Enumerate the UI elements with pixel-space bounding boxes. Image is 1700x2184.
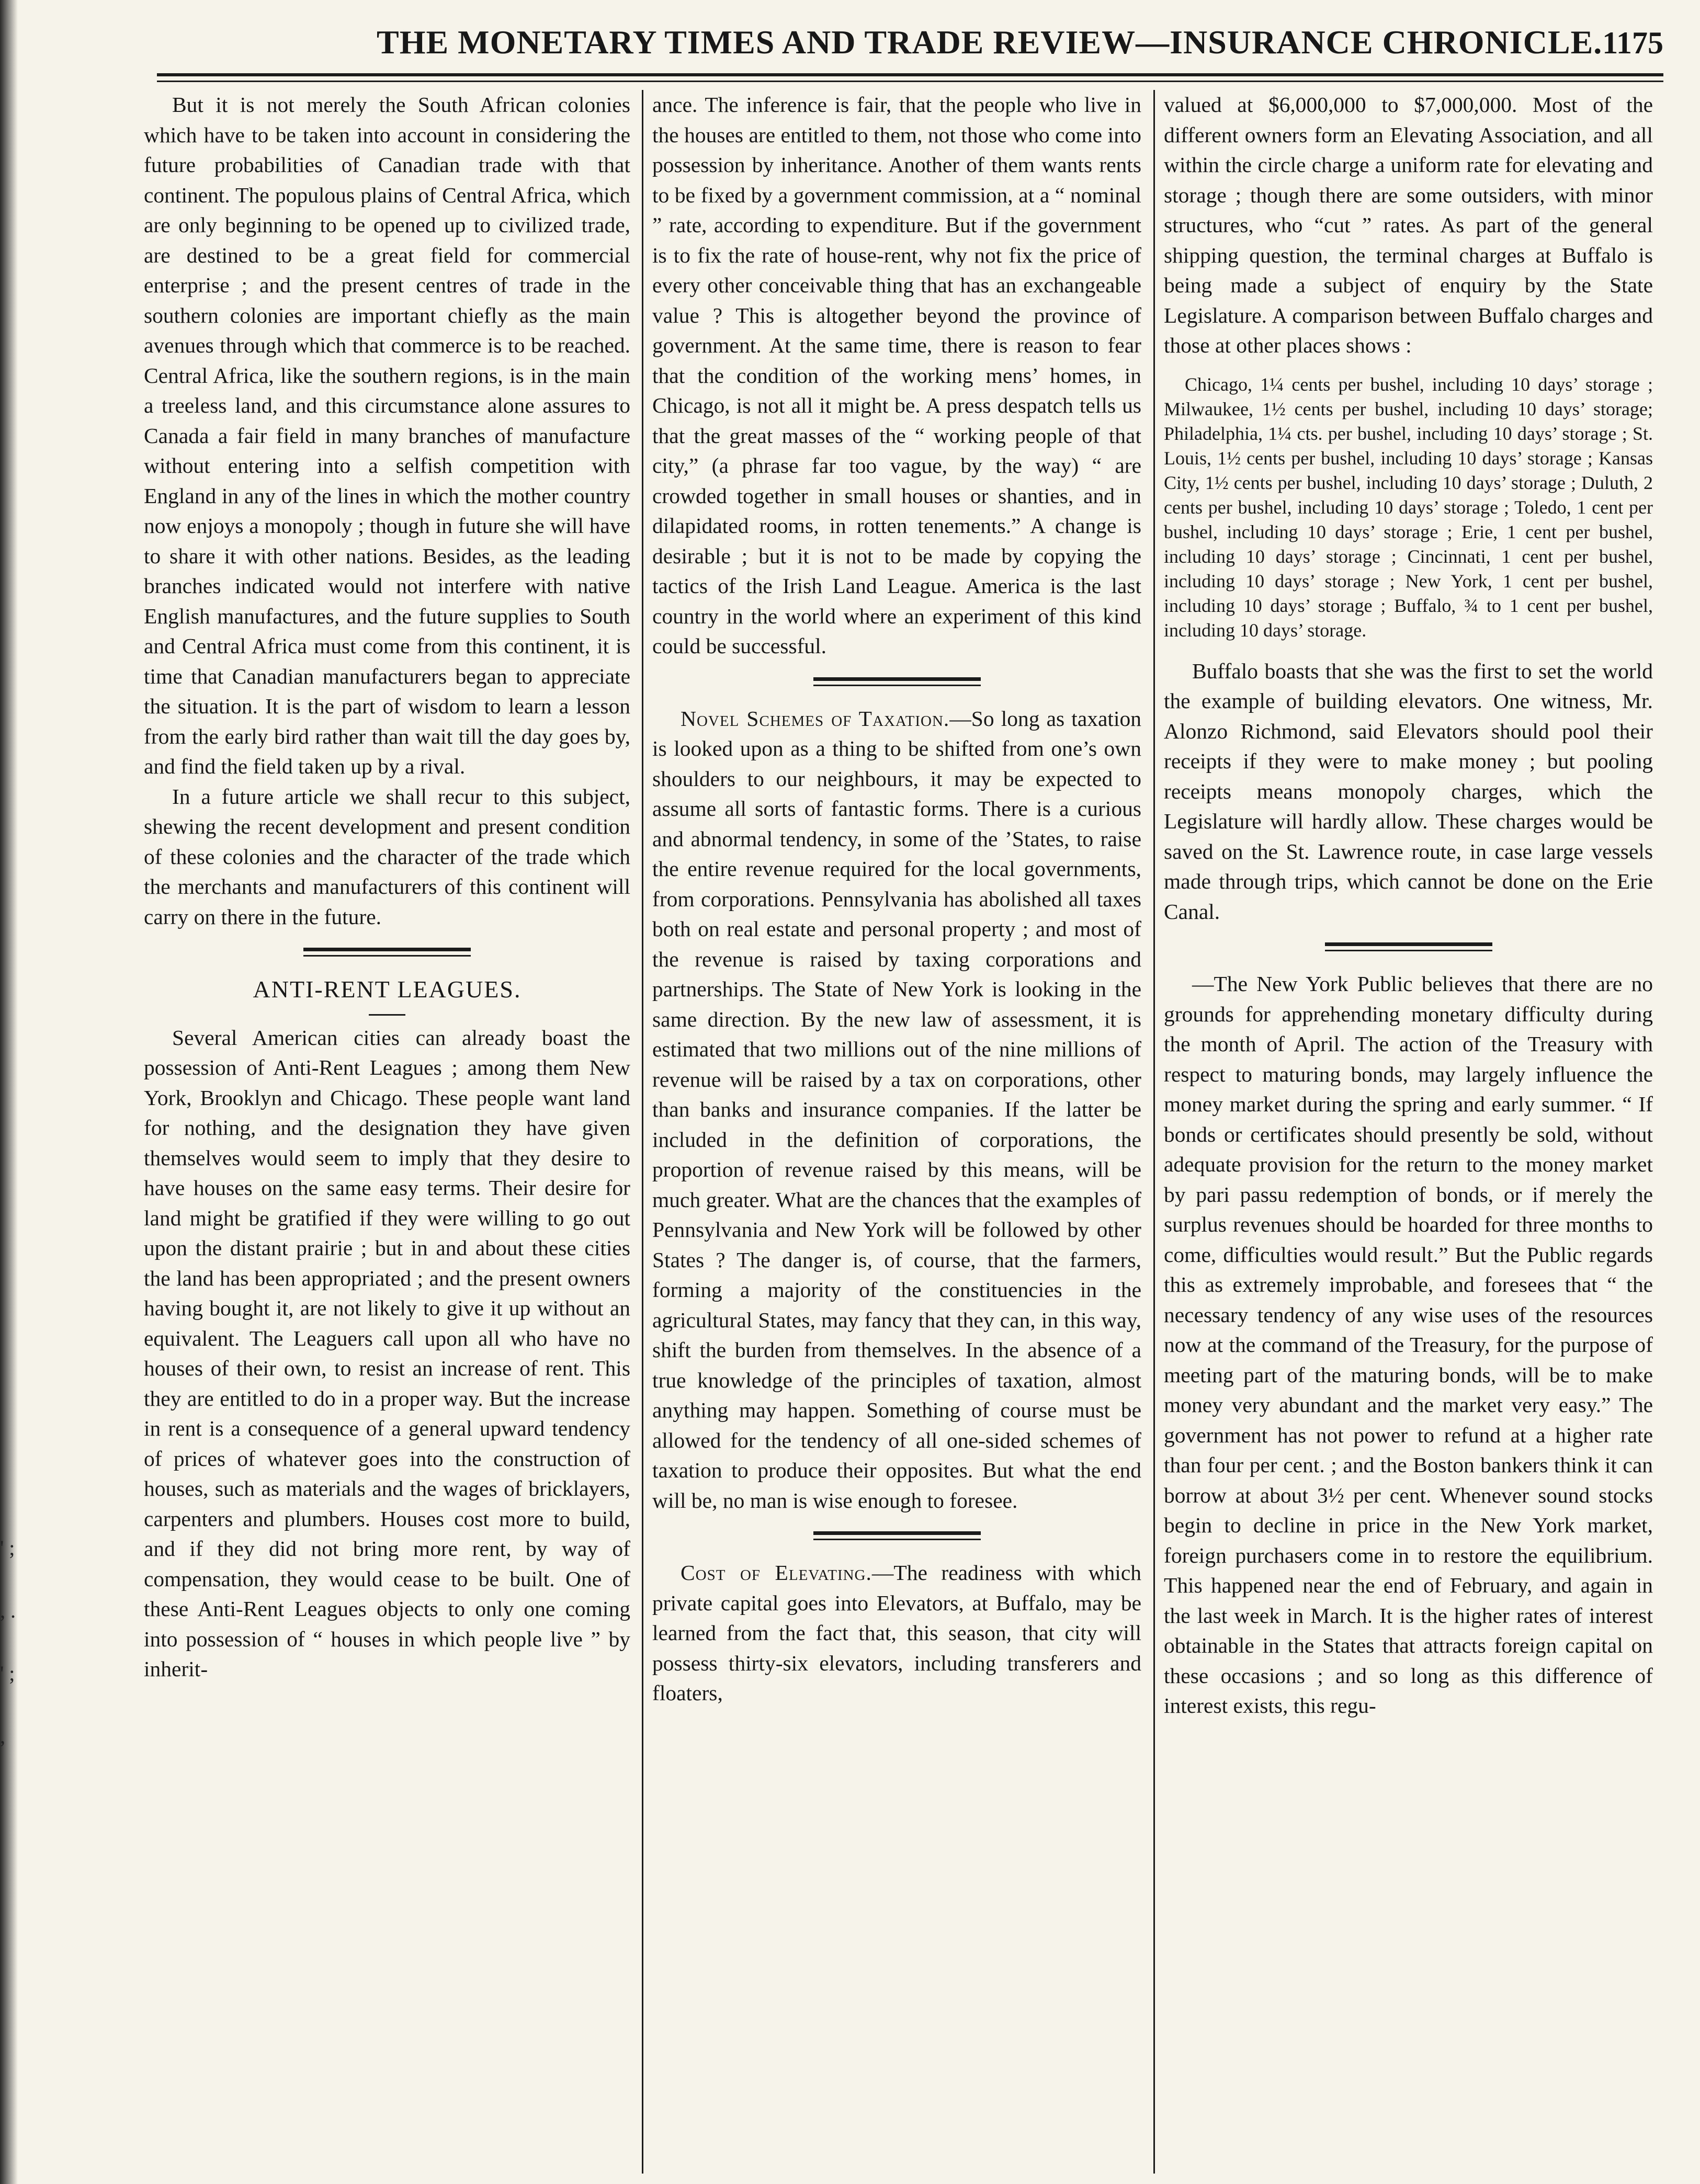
binding-margin-marks: ' ; , . ' ; , [0,1536,16,1748]
heading-rule [369,1014,405,1016]
article-paragraph: Buffalo boasts that she was the first to set the world the example of building elevators. One witness, Mr. Alonzo Richmond, said Elevators should pool their receipts if they were to make money ; but pooling receipts means monopoly charges, which the Legislature will hardly allow. These charges would be saved on the St. Lawrence route, in case large vessels made through trips, which cannot be done on the Erie Canal. [1164,658,1653,924]
rate-listing: Chicago, 1¼ cents per bushel, including 10 days’ storage ; Milwaukee, 1½ cents per bushel, including 10 days’ storage; Philadelphia, 1¼ cts. per bushel, including 10 days’ storage ; St. Louis, 1½ cents per bushel, including 10 days’ storage ; Kansas City, 1½ cents per bushel, including 10 days’ storage ; Duluth, 2 cents per bushel, including 10 days’ storage ; Toledo, 1 cent per bushel, including 10 days’ storage ; Erie, 1 cent per bushel, including 10 days’ storage ; Cincinnati, 1 cent per bushel, including 10 days’ storage ; New York, 1 cent per bushel, including 10 days’ storage ; Buffalo, ¾ to 1 cent per bushel, including 10 days’ storage. [1164,373,1653,641]
article-paragraph [652,704,1141,1516]
article-paragraph: ance. The inference is fair, that the people who live in the houses are entitled to them, not those who come into possession by inheritance. Another of them wants rents to be fixed by a government commission, at a “ nominal ” rate, according to expenditure. But if the government is to fix the rate of house-rent, why not fix the price of every other conceivable thing that has an exchangeable value ? This is altogether beyond the province of government. At the same time, there is reason to fear that the condition of the working mens’ homes, in Chicago, is not all it might be. A press despatch tells us that the great masses of the “ working people of that city,” (a phrase far too vague, by the way) “ are crowded together in small houses or shanties, and in dilapidated rooms, in rotten tenements.” A change is desirable ; but it is not to be made by copying the tactics of the Irish Land League. America is the last country in the world where an experiment of this kind could be successful. [652,93,1141,658]
column-divider-1 [642,90,643,2174]
header-rule-thin [157,81,1663,82]
column-3 [1164,90,1653,1721]
page-number: 1175 [1602,26,1663,60]
publication-title: THE MONETARY TIMES AND TRADE REVIEW—INSURANCE CHRONICLE. [377,24,1603,61]
section-title: Novel Schemes of Taxation. [681,706,950,731]
column-2 [652,90,1141,1709]
page-edge-shadow [0,0,18,2184]
article-paragraph [652,1558,1141,1709]
article-heading: ANTI-RENT LEAGUES. [253,976,522,1003]
article-paragraph: Several American cities can already boast the possession of Anti-Rent Leagues ; among them New York, Brooklyn and Chicago. These people want land for nothing, and the designation they have given themselves would seem to imply that they desire to have houses on the same easy terms. Their desire for land might be gratified if they were willing to go out upon the distant prairie ; but in and about these cities the land has been appropriated ; and the present owners having bought it, are not likely to give it up without an equivalent. The Leaguers call upon all who have no houses of their own, to resist an increase of rent. This they are entitled to do in a proper way. But the increase in rent is a consequence of a general upward tendency of prices of whatever goes into the construction of houses, such as materials and the wages of bricklayers, carpenters and plumbers. Houses cost more to build, and if they did not bring more rent, by way of compensation, they would cease to be built. One of these Anti-Rent Leagues objects to only one coming into possession of “ houses in which people live ” by inherit- [144,1025,630,1681]
column-divider-2 [1153,90,1155,2174]
article-paragraph: —The New York Public believes that there are no grounds for apprehending monetary difficulty during the month of April. The action of the Treasury with respect to maturing bonds, may largely influence the money market during the spring and early summer. “ If bonds or certificates should presently be sold, without adequate provision for the return to the money market by pari passu redemption of bonds, or if merely the surplus revenues should be hoarded for three months to come, difficulties would result.” But the Public regards this as extremely improbable, and foresees that “ the necessary tendency of any wise uses of the resources now at the command of the Treasury, for the purpose of meeting part of the maturing bonds, will be to make money very abundant and the market very easy.” The government has not power to refund at a higher rate than four per cent. ; and the Boston bankers think it can borrow at about 3½ per cent. Whenever sound stocks begin to decline in price in the New York market, foreign purchasers come in to restore the equilibrium. This happened near the end of February, and again in the last week in March. It is the higher rates of interest obtainable in the States that attracts foreign capital on these occasions ; and so long as this difference of interest exists, this regu- [1164,972,1653,1717]
column-1 [144,90,630,1685]
paragraph-text: —So long as taxation is looked upon as a thing to be shifted from one’s own shoulders to our neighbours, it may be expected to assume all sorts of fantastic forms. There is a curious and abnormal tendency, in some of the ’States, to raise the entire revenue required for the local governments, from corporations. Pennsylvania has abolished all taxes both on real estate and personal property ; and most of the revenue is raised by taxing corporations and partnerships. The State of New York is looking in the same direction. By the new law of assessment, it is estimated that two millions out of the nine millions of revenue will be raised by a tax on corporations, other than banks and insurance companies. If the latter be included in the definition of corporations, the proportion of revenue raised by this means, will be much greater. What are the chances that the examples of Pennsylvania and New York will be followed by other States ? The danger is, of course, that the farmers, forming a majority of the constituencies in the agricultural States, may fancy that they can, in this way, shift the burden from themselves. In the absence of a true knowledge of the principles of taxation, almost anything may happen. Something of course must be allowed for the tendency of all one-sided schemes of taxation to produce their opposites. But what the end will be, no man is wise enough to foresee. [652,706,1141,1512]
header-rule [157,73,1663,76]
section-divider [813,1531,981,1540]
running-header [157,19,1663,71]
article-paragraph: In a future article we shall recur to this subject, shewing the recent development and present condition of these colonies and the character of the trade which the merchants and manufacturers of this continent will carry on there in the future. [144,784,630,929]
section-divider [1325,942,1492,951]
section-divider [303,948,471,957]
section-divider [813,677,981,686]
article-paragraph: But it is not merely the South African colonies which have to be taken into account in considering the future probabilities of Canadian trade with that continent. The populous plains of Central Africa, which are only beginning to be opened up to civilized trade, are destined to be a great field for commercial enterprise ; and the present centres of trade in the southern colonies are important chiefly as the main avenues through which that commerce is to be reached. Central Africa, like the southern regions, is in the main a treeless land, and this circumstance alone assures to Canada a fair field in many branches of manufacture without entering into a selfish competition with England in any of the lines in which the mother country now enjoys a monopoly ; though in future she will have to share it with other nations. Besides, as the leading branches indicated would not interfere with native English manufactures, and the future supplies to South and Central Africa must come from this continent, it is time that Canadian manufacturers began to appreciate the situation. It is the part of wisdom to learn a lesson from the early bird rather than wait till the day goes by, and find the field taken up by a rival. [144,93,630,778]
article-paragraph: valued at $6,000,000 to $7,000,000. Most of the different owners form an Elevating Association, and all within the circle charge a uniform rate for elevating and storage ; though there are some outsiders, with minor structures, who “cut ” rates. As part of the general shipping question, the terminal charges at Buffalo is being made a subject of enquiry by the State Legislature. A comparison between Buffalo charges and those at other places shows : [1164,93,1653,357]
section-title: Cost of Elevating. [681,1561,872,1585]
paragraph-text: —The readiness with which private capital goes into Elevators, at Buffalo, may be learned from the fact that, this season, that city will possess thirty-six elevators, including transferers and floaters, [652,1561,1141,1705]
